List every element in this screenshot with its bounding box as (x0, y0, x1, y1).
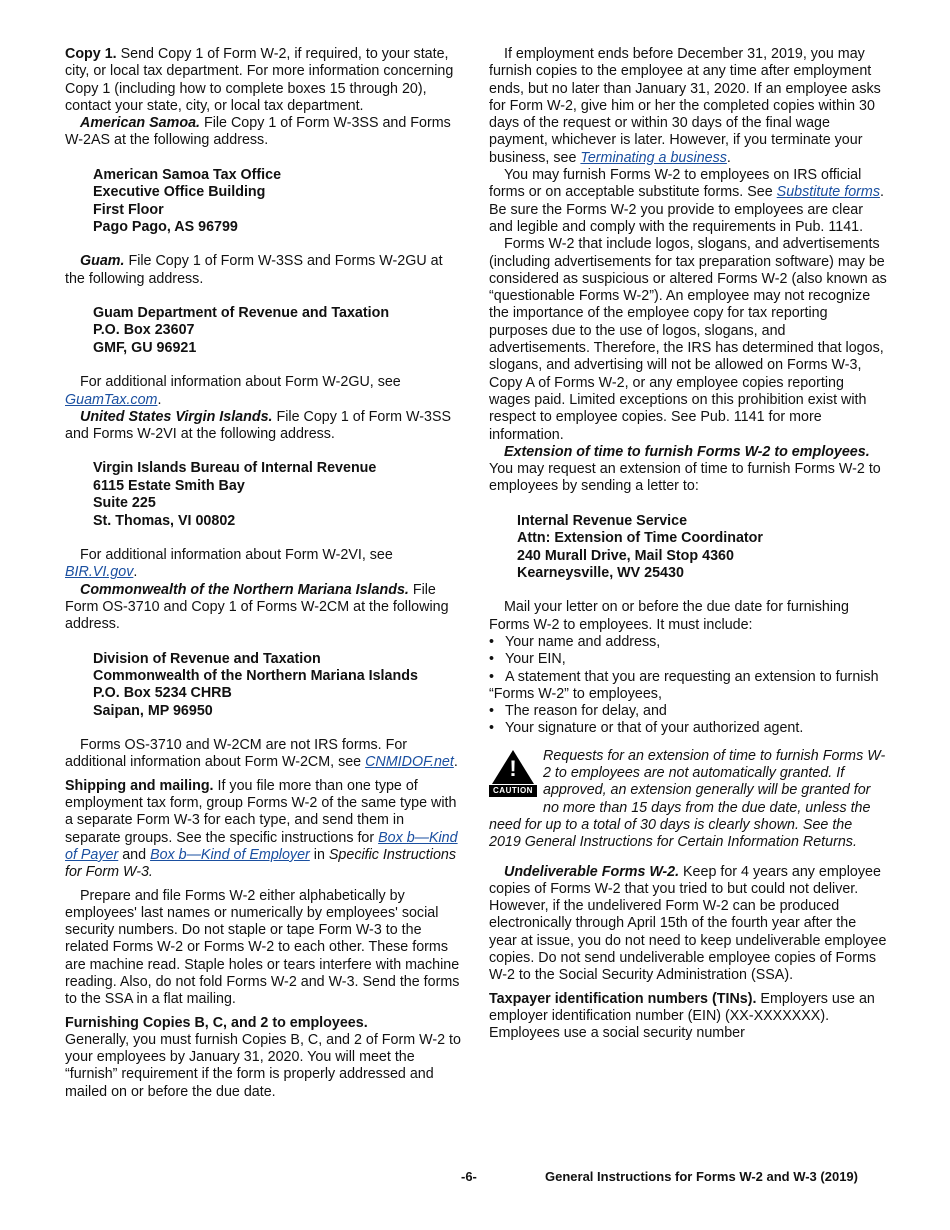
list-item: • The reason for delay, and (489, 703, 667, 720)
extension-address: Internal Revenue Service Attn: Extension of Time Coordinator 240 Murall Drive, Mail Stop 4360 Kearneysville, WV 25430 (517, 512, 763, 581)
virgin-islands-paragraph: United States Virgin Islands. File Copy 1 of Form W-3SS and Forms W-2VI at the following address. (65, 408, 452, 443)
page-number: -6- (461, 1169, 477, 1184)
cnmi-paragraph: Commonwealth of the Northern Mariana Islands. File Form OS-3710 and Copy 1 of Forms W-2CM at the following address. (65, 581, 449, 633)
guamtax-link[interactable]: GuamTax.com (65, 391, 158, 408)
furnishing-paragraph: Furnishing Copies B, C, and 2 to employees. Generally, you must furnish Copies B, C, and 2 of Form W-2 to your employees by January 31, 2020. You will meet the “furnish” requirement if the form is properly addressed and mailed on or before the due date. (65, 1014, 461, 1100)
substitute-forms-paragraph: You may furnish Forms W-2 to employees on IRS official forms or on acceptable substitute forms. See Substitute forms. Be sure the Forms W-2 you provide to employees are clear and legible and comply with the requirements in Pub. 1141. (489, 167, 884, 235)
list-item: • Your name and address, (489, 633, 661, 650)
cnmi-address: Division of Revenue and Taxation Commonwealth of the Northern Mariana Islands P.O. Box 5234 CHRB Saipan, MP 96950 (93, 650, 418, 719)
cnmi-info-paragraph: Forms OS-3710 and W-2CM are not IRS forms. For additional information about Form W-2CM, see CNMIDOF.net. (65, 737, 458, 771)
footer-title: General Instructions for Forms W-2 and W-3 (2019) (545, 1169, 858, 1184)
cnmidof-link[interactable]: CNMIDOF.net (365, 754, 454, 771)
vi-info-paragraph: For additional information about Form W-2VI, see BIR.VI.gov. (65, 547, 393, 581)
list-item: • Your signature or that of your authorized agent. (489, 720, 804, 737)
employment-ends-paragraph: If employment ends before December 31, 2019, you may furnish copies to the employee at any time after employment ends, but no later than January 31, 2020. If an employee asks for Form W-2, give him or her the completed copies within 30 days of the request or within 30 days of the final wage payment, whichever is later. However, if you terminate your business, see Terminating a business. (489, 46, 881, 166)
guam-info-paragraph: For additional information about Form W-2GU, see GuamTax.com. (65, 374, 401, 408)
right-column (489, 46, 887, 1042)
american-samoa-paragraph: American Samoa. File Copy 1 of Form W-3SS and Forms W-2AS at the following address. (65, 115, 451, 149)
shipping-paragraph: Shipping and mailing. If you file more than one type of employment tax form, group Forms W-2 of the same type with a separate Form W-3 for each type, and send them in separate groups. See the specific instructions for Box b—Kind of Payer and Box b—Kind of Employer in Specific Instructions for Form W-3. (65, 777, 458, 881)
list-item: • Your EIN, (489, 651, 566, 668)
caution-icon: ! CAUTION (489, 750, 537, 798)
extension-paragraph: Extension of time to furnish Forms W-2 to employees. You may request an extension of time to furnish Forms W-2 to employees by sending a letter to: (489, 443, 881, 495)
bir-vi-link[interactable]: BIR.VI.gov (65, 564, 134, 581)
terminating-a-business-link[interactable]: Terminating a business (580, 149, 727, 166)
substitute-forms-link[interactable]: Substitute forms (776, 184, 880, 201)
guam-address: Guam Department of Revenue and Taxation P.O. Box 23607 GMF, GU 96921 (93, 305, 390, 356)
mail-letter-paragraph: Mail your letter on or before the due date for furnishing Forms W-2 to employees. It must include: (489, 599, 849, 633)
list-item: • A statement that you are requesting an extension to furnish “Forms W-2” to employees, (489, 668, 879, 702)
virgin-islands-address: Virgin Islands Bureau of Internal Revenue 6115 Estate Smith Bay Suite 225 St. Thomas, VI 00802 (93, 460, 377, 529)
left-column (65, 46, 463, 1101)
tin-paragraph: Taxpayer identification numbers (TINs). Employers use an employer identification number (EIN) (XX-XXXXXXX). Employees use a social security number (489, 990, 875, 1042)
copy1-paragraph: Copy 1. Send Copy 1 of Form W-2, if required, to your state, city, or local tax department. For more information concerning Copy 1 (including how to complete boxes 15 through 20), contact your state, city, or local tax department. (65, 46, 454, 114)
caution-note (489, 748, 887, 852)
american-samoa-address: American Samoa Tax Office Executive Office Building First Floor Pago Pago, AS 96799 (93, 166, 282, 235)
undeliverable-paragraph: Undeliverable Forms W-2. Keep for 4 years any employee copies of Forms W-2 that you tried to but could not deliver. However, if the undelivered Form W-2 can be produced electronically through April 15th of the fourth year after the year at issue, you do not need to keep undeliverable employee copies. Do not send undeliverable employee copies of Forms W-2 to the Social Security Administration (SSA). (489, 863, 887, 984)
prepare-paragraph: Prepare and file Forms W-2 either alphabetically by employees' last names or numerically by employees' social security numbers. Do not staple or tape Form W-3 to the related Forms W-2 or Forms W-2 to each other. These forms are machine read. Staple holes or tears interfere with machine reading. Also, do not fold Forms W-2 and W-3. Send the forms to the SSA in a flat mailing. (65, 887, 460, 1008)
caution-text: Requests for an extension of time to furnish Forms W-2 to employees are not automatically granted. If approved, an extension generally will be granted for no more than 15 days from the due date, unless the need for up to a total of 30 days is clearly shown. See the 2019 General Instructions for Certain Information Returns. (489, 747, 886, 851)
extension-requirements-list (489, 634, 887, 738)
box-b-kind-of-employer-link[interactable]: Box b—Kind of Employer (150, 846, 310, 863)
box-b-kind-of-payer-link[interactable]: Box b—Kind of Payer (65, 829, 458, 863)
logos-paragraph: Forms W-2 that include logos, slogans, and advertisements (including advertisements for tax preparation software) may be considered as suspicious or altered Forms W-2 (also known as “questionable Forms W-2”). An employee may not recognize the importance of the employee copy for tax reporting purposes due to the use of logos, slogans, and advertisements. Therefore, the IRS has determined that logos, slogans, and advertising will not be allowed on Forms W-3, Copy A of Forms W-2, or any employee copies reporting wages paid. Limited exceptions on this prohibition exist with respect to employee copies. See Pub. 1141 for more information. (489, 236, 887, 443)
guam-paragraph: Guam. File Copy 1 of Form W-3SS and Forms W-2GU at the following address. (65, 253, 443, 287)
